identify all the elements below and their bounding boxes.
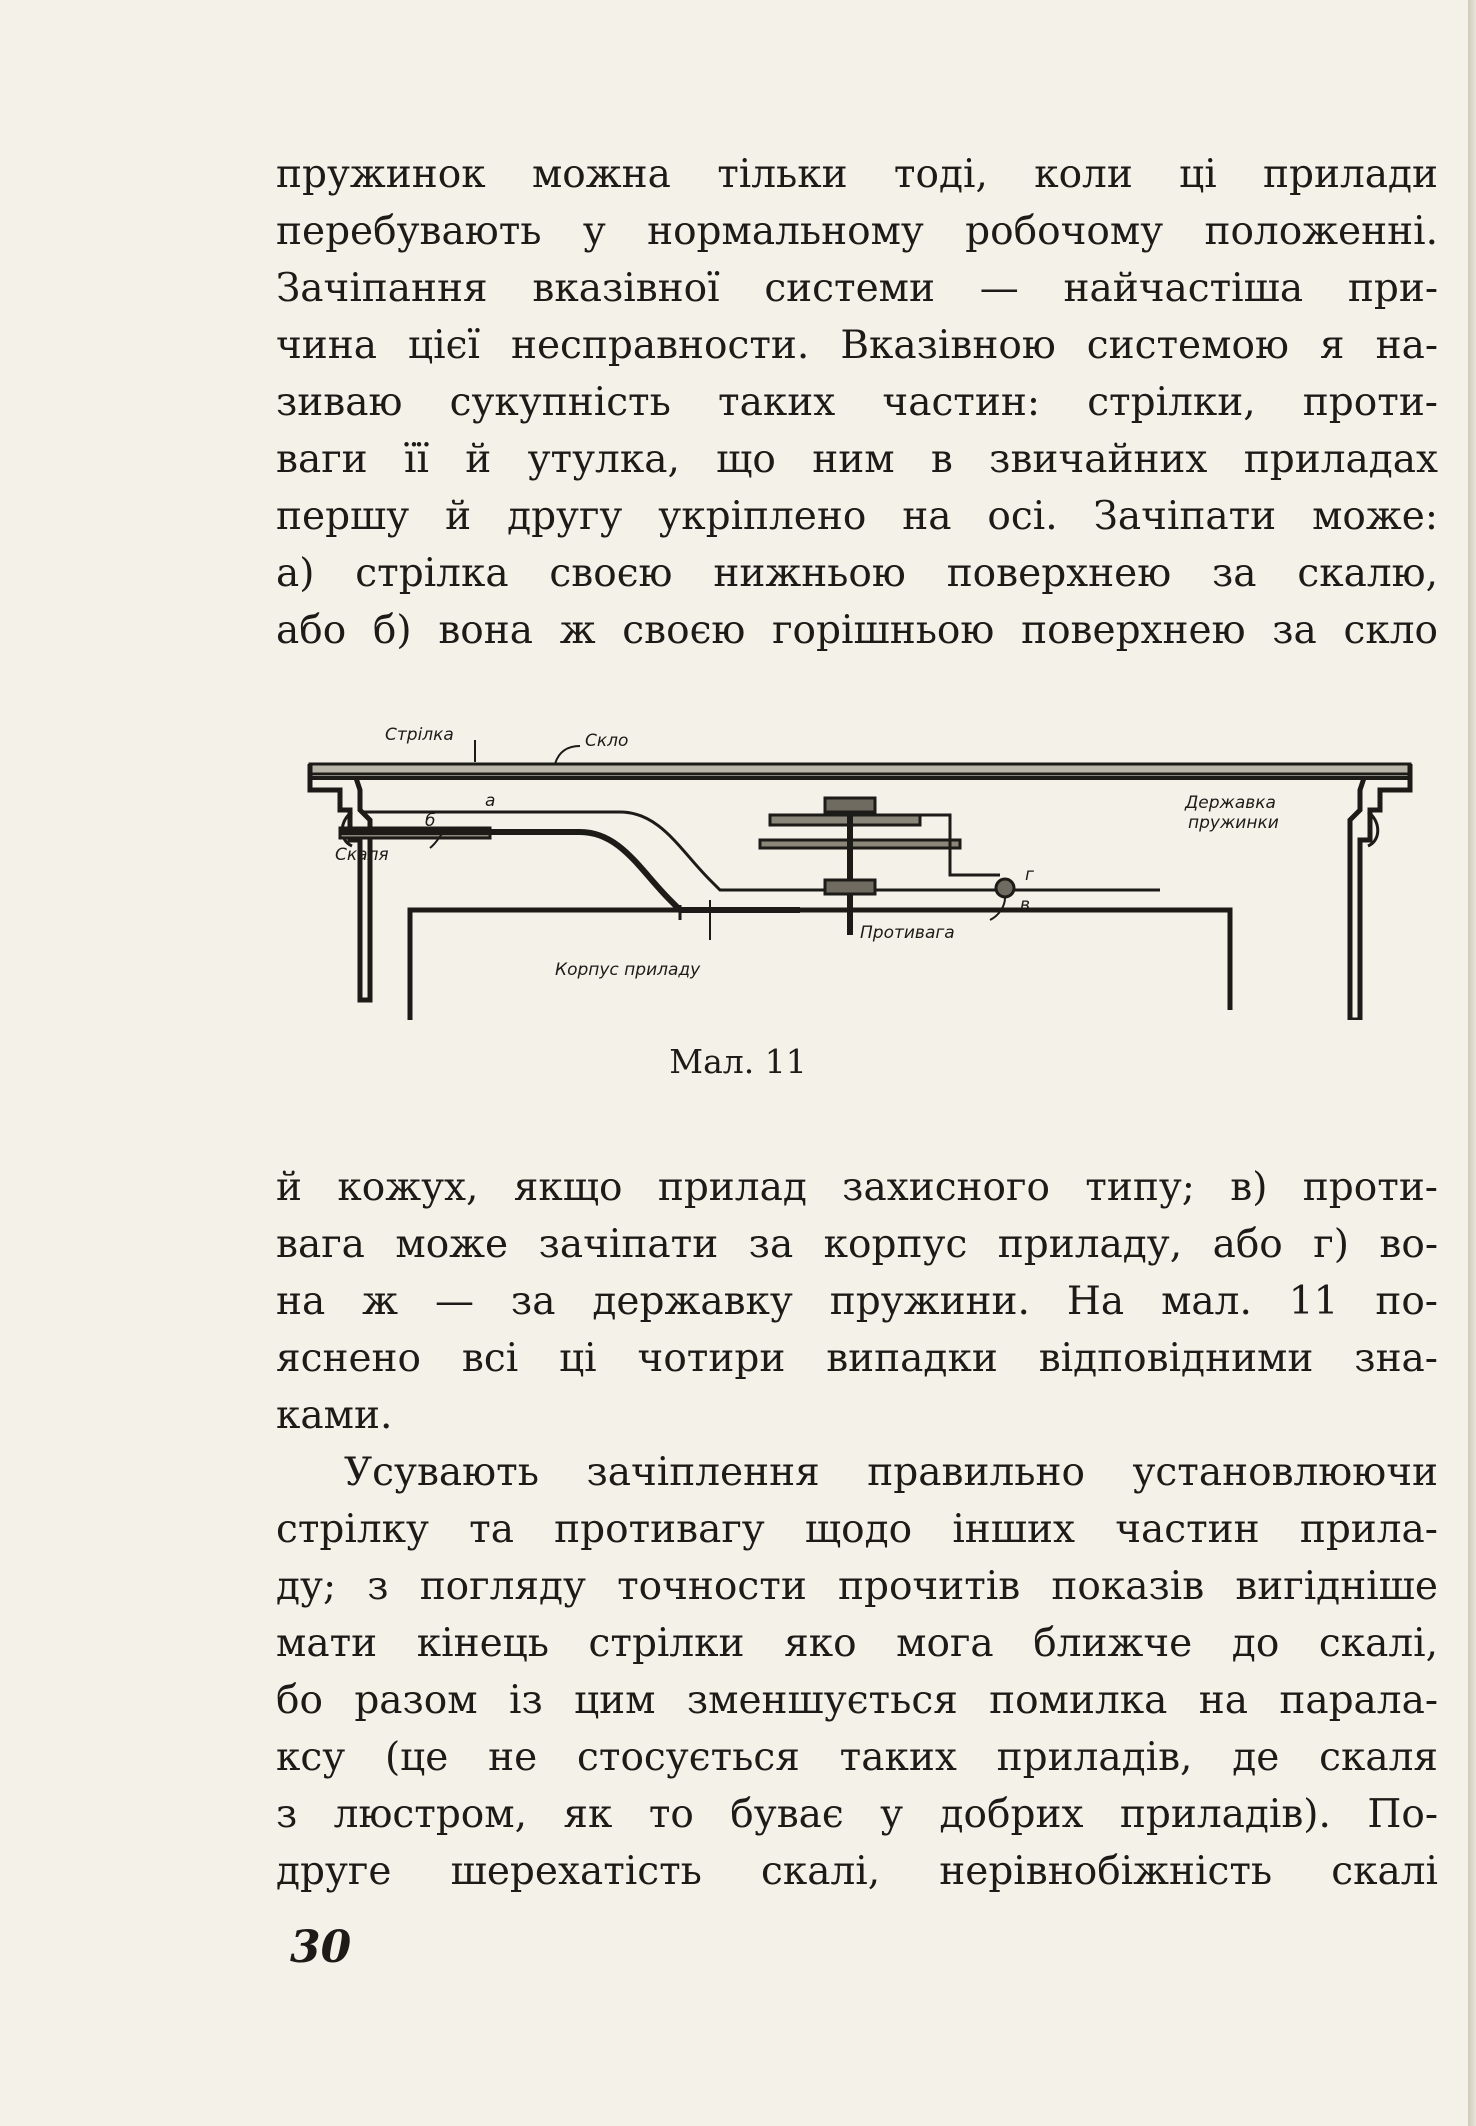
text-line: з люстром, як то буває у добрих приладів). По- [276, 1792, 1438, 1837]
label-v: в [1020, 895, 1031, 915]
text-line: перебувають у нормальному робочому положенні. [276, 209, 1438, 254]
label-korpus: Корпус приладу [555, 960, 701, 980]
pointer-lower [340, 832, 800, 910]
text-line: ваги її й утулка, що ним в звичайних приладах [276, 437, 1438, 482]
page-number: 30 [290, 1922, 352, 1973]
spring-lower [825, 880, 875, 894]
text-line: Усувають зачіплення правильно установлюючи [344, 1450, 1438, 1495]
spring-upper [825, 798, 875, 812]
text-line: ками. [276, 1393, 393, 1438]
text-line: зиваю сукупність таких частин: стрілки, проти- [276, 380, 1438, 425]
text-line: чина цієї несправности. Вказівною системою я на- [276, 323, 1438, 368]
spring-holder-plate [760, 840, 960, 848]
paragraph-2 [276, 1159, 1438, 1444]
text-line: а) стрілка своєю нижньою поверхнею за скалю, [276, 551, 1438, 596]
text-line: стрілку та противагу щодо інших частин прила- [276, 1507, 1438, 1552]
glass-bar [310, 764, 1410, 774]
label-a: а [485, 791, 496, 811]
text-line: бо разом із цим зменшується помилка на парала- [276, 1678, 1438, 1723]
text-line: яснено всі ці чотири випадки відповідними зна- [276, 1336, 1438, 1381]
label-b: б [425, 811, 436, 831]
text-line: вага може зачіпати за корпус приладу, або г) во- [276, 1222, 1438, 1267]
text-line: або б) вона ж своєю горішньою поверхнею за скло [276, 608, 1438, 653]
pointer-upper [360, 812, 1160, 890]
figure-caption: Мал. 11 [669, 1042, 807, 1081]
text-line: пружинок можна тільки тоді, коли ці прилади [276, 152, 1438, 197]
label-pruzhynky: пружинки [1188, 813, 1279, 833]
left-frame [310, 764, 370, 1000]
paragraph-1 [276, 146, 1438, 659]
label-protyvaha: Противага [860, 923, 955, 943]
text-line: друге шерехатість скалі, нерівнобіжність скалі [276, 1849, 1438, 1894]
text-line: мати кінець стрілки яко мога ближче до скалі, [276, 1621, 1438, 1666]
text-line: Зачіпання вказівної системи — найчастіша при- [276, 266, 1438, 311]
text-line: першу й другу укріплено на осі. Зачіпати може: [276, 494, 1438, 539]
label-h: г [1025, 865, 1034, 885]
counterweight [996, 879, 1014, 897]
text-line: ду; з погляду точности прочитів показів вигідніше [276, 1564, 1438, 1609]
label-strilka: Стрілка [385, 725, 454, 745]
text-line: й кожух, якщо прилад захисного типу; в) проти- [276, 1165, 1438, 1210]
instrument-diagram [300, 720, 1420, 1020]
instrument-body [410, 910, 1230, 1020]
leader-sklo [555, 746, 580, 764]
label-sklo: Скло [585, 731, 629, 751]
text-line: ксу (це не стосується таких приладів, де скаля [276, 1735, 1438, 1780]
label-derzhavka: Державка [1185, 793, 1276, 813]
right-frame [1350, 764, 1410, 1020]
diagram-svg [300, 720, 1420, 1020]
label-skalia: Скаля [335, 845, 389, 865]
spring-holder-bar [770, 815, 920, 825]
paragraph-3 [276, 1444, 1438, 1900]
text-line: на ж — за державку пружини. На мал. 11 по- [276, 1279, 1438, 1324]
